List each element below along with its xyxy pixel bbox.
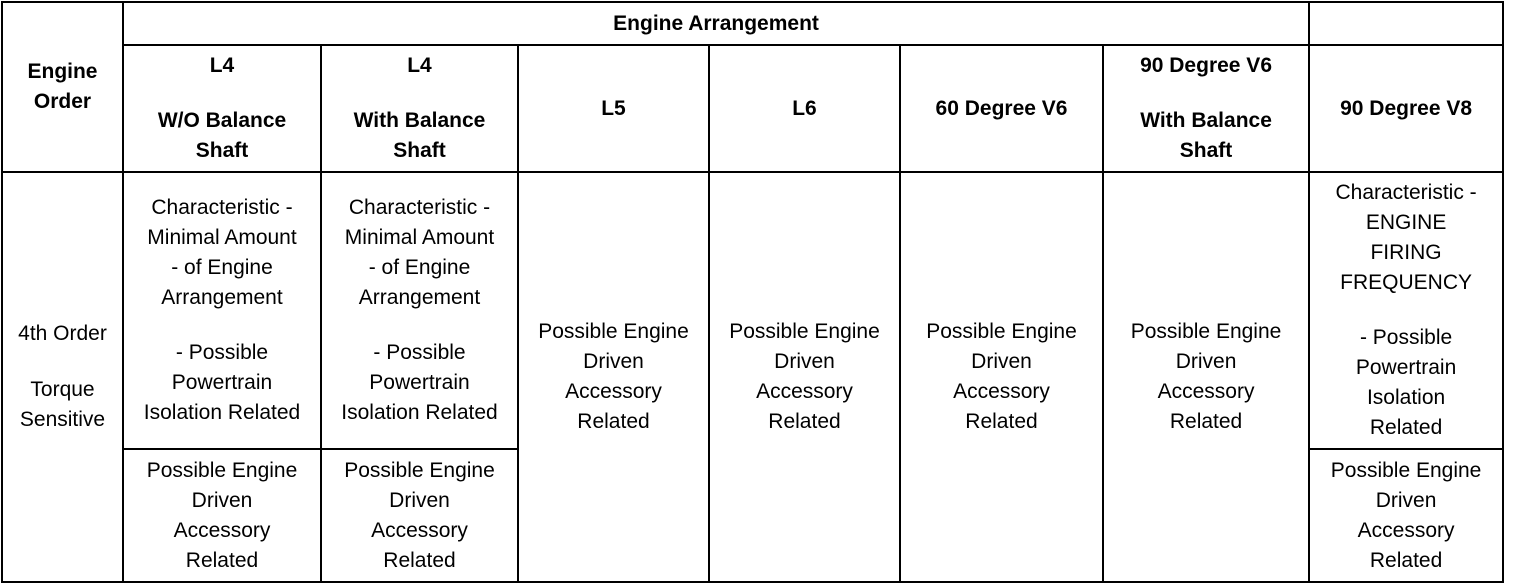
engine-order-header: Engine Order xyxy=(2,2,123,172)
row-label-4th-order: 4th Order Torque Sensitive xyxy=(2,172,123,582)
engine-order-table xyxy=(1,1,1504,583)
col-header-l4-wo-balance: L4 W/O Balance Shaft xyxy=(123,45,321,172)
cell-l5-accessory: Possible Engine Driven Accessory Related xyxy=(518,172,709,582)
col-header-l5: L5 xyxy=(518,45,709,172)
col-header-l4-with-balance: L4 With Balance Shaft xyxy=(321,45,518,172)
cell-90-degree-v6-accessory: Possible Engine Driven Accessory Related xyxy=(1103,172,1309,582)
cell-l4-with-accessory: Possible Engine Driven Accessory Related xyxy=(321,449,518,582)
empty-header-cell xyxy=(1309,2,1503,45)
cell-l4-wo-characteristic: Characteristic - Minimal Amount - of Engine Arrangement - Possible Powertrain Isolation Related xyxy=(123,172,321,449)
cell-l4-with-characteristic: Characteristic - Minimal Amount - of Engine Arrangement - Possible Powertrain Isolation Related xyxy=(321,172,518,449)
engine-arrangement-header: Engine Arrangement xyxy=(123,2,1309,45)
col-header-90-degree-v8: 90 Degree V8 xyxy=(1309,45,1503,172)
col-header-l6: L6 xyxy=(709,45,900,172)
col-header-90-degree-v6: 90 Degree V6 With Balance Shaft xyxy=(1103,45,1309,172)
cell-v8-accessory: Possible Engine Driven Accessory Related xyxy=(1309,449,1503,582)
cell-l6-accessory: Possible Engine Driven Accessory Related xyxy=(709,172,900,582)
cell-l4-wo-accessory: Possible Engine Driven Accessory Related xyxy=(123,449,321,582)
cell-v8-characteristic: Characteristic - ENGINE FIRING FREQUENCY - Possible Powertrain Isolation Related xyxy=(1309,172,1503,449)
cell-60-degree-v6-accessory: Possible Engine Driven Accessory Related xyxy=(900,172,1103,582)
col-header-60-degree-v6: 60 Degree V6 xyxy=(900,45,1103,172)
